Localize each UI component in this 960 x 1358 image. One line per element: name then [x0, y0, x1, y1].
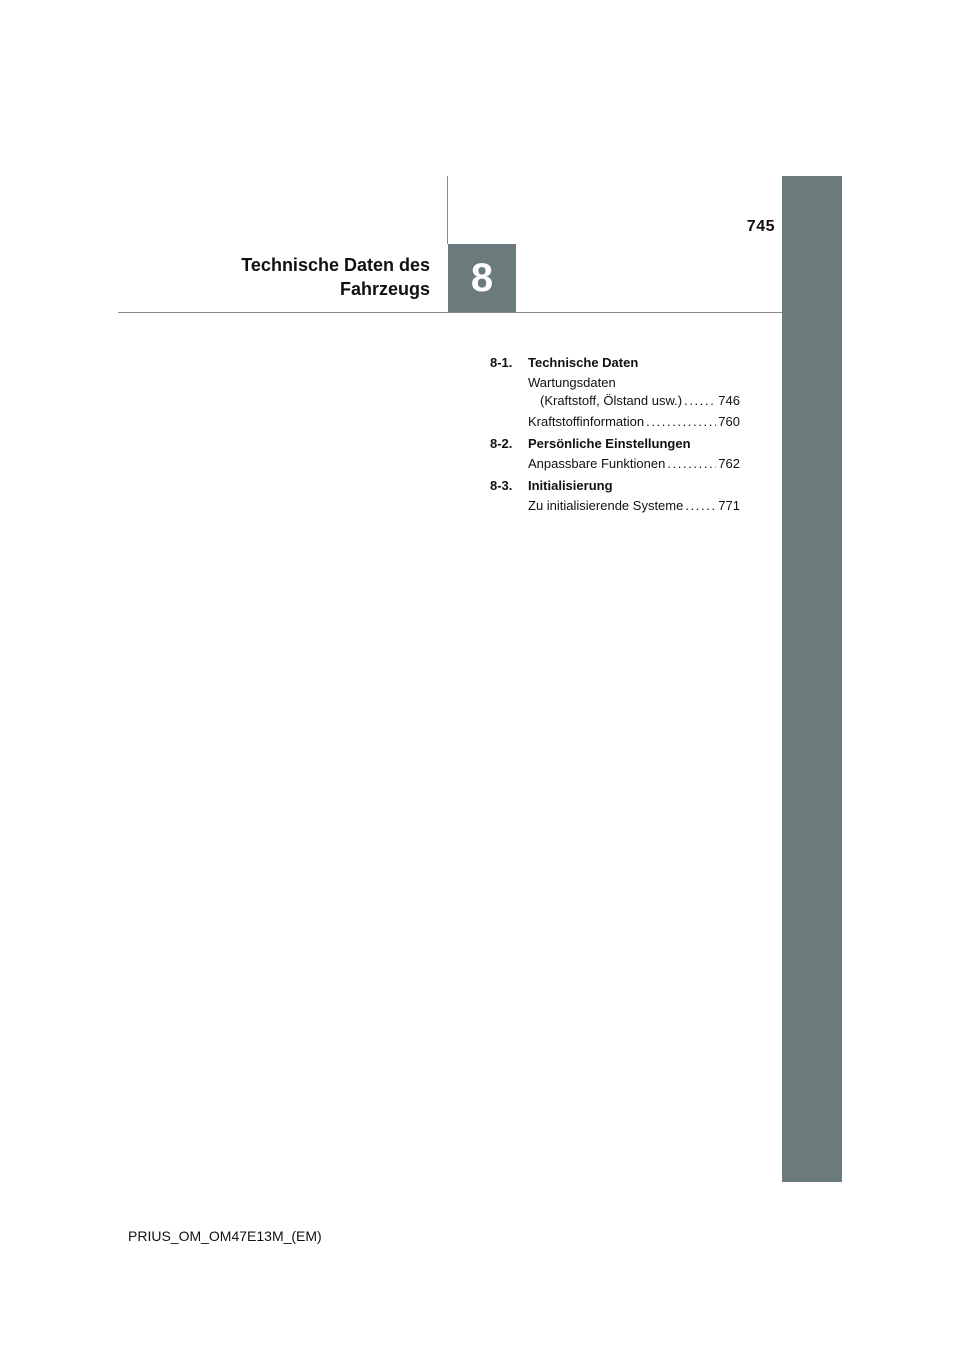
toc-entry-page: 760 [718, 414, 740, 429]
toc-section-title[interactable]: Initialisierung [528, 478, 613, 493]
toc-entry-label: Kraftstoffinformation [528, 414, 645, 429]
chapter-number-box [448, 244, 516, 312]
toc-entry-kraftstoffinformation[interactable] [528, 413, 740, 431]
toc-entry-line [528, 392, 740, 410]
toc-entry-page: 746 [718, 393, 740, 408]
toc-entry-anpassbare-funktionen[interactable] [528, 455, 740, 473]
toc-section-heading [490, 477, 740, 495]
toc-entry-page: 762 [718, 456, 740, 471]
header-horizontal-rule [118, 312, 782, 313]
toc-section-title[interactable]: Technische Daten [528, 355, 639, 370]
toc-section-8-3 [490, 477, 740, 515]
toc-entry-label: Anpassbare Funktionen [528, 456, 666, 471]
chapter-title [150, 253, 430, 301]
toc-section-8-1 [490, 354, 740, 431]
toc-section-number: 8-2. [490, 436, 513, 451]
toc-entry-page: 771 [718, 498, 740, 513]
chapter-title-line-1: Technische Daten des [241, 255, 430, 275]
toc-section-number: 8-3. [490, 478, 513, 493]
toc-entry-label: Wartungsdaten [528, 375, 616, 390]
chapter-title-line-2: Fahrzeugs [339, 279, 430, 299]
toc-section-heading [490, 435, 740, 453]
toc-section-number: 8-1. [490, 355, 513, 370]
page-number: 745 [746, 218, 775, 235]
chapter-side-tab [782, 176, 842, 1182]
dot-leader [684, 392, 716, 410]
toc-entry-zu-initialisierende-systeme[interactable] [528, 497, 740, 515]
chapter-number: 8 [470, 255, 494, 300]
toc-section-heading [490, 354, 740, 372]
dot-leader [685, 497, 716, 515]
toc-entry-line [528, 497, 740, 515]
toc-entry-line [528, 455, 740, 473]
toc-entry-label-continued: (Kraftstoff, Ölstand usw.) [540, 393, 683, 408]
toc-entry-label: Zu initialisierende Systeme [528, 498, 684, 513]
header-vertical-rule [447, 176, 448, 244]
toc-entry-wartungsdaten[interactable] [528, 374, 740, 410]
toc-section-title[interactable]: Persönliche Einstellungen [528, 436, 691, 451]
document-footer-code: PRIUS_OM_OM47E13M_(EM) [128, 1228, 322, 1244]
toc-entry-line [528, 413, 740, 431]
toc-section-8-2 [490, 435, 740, 473]
dot-leader [667, 455, 716, 473]
dot-leader [646, 413, 716, 431]
table-of-contents [490, 354, 740, 519]
